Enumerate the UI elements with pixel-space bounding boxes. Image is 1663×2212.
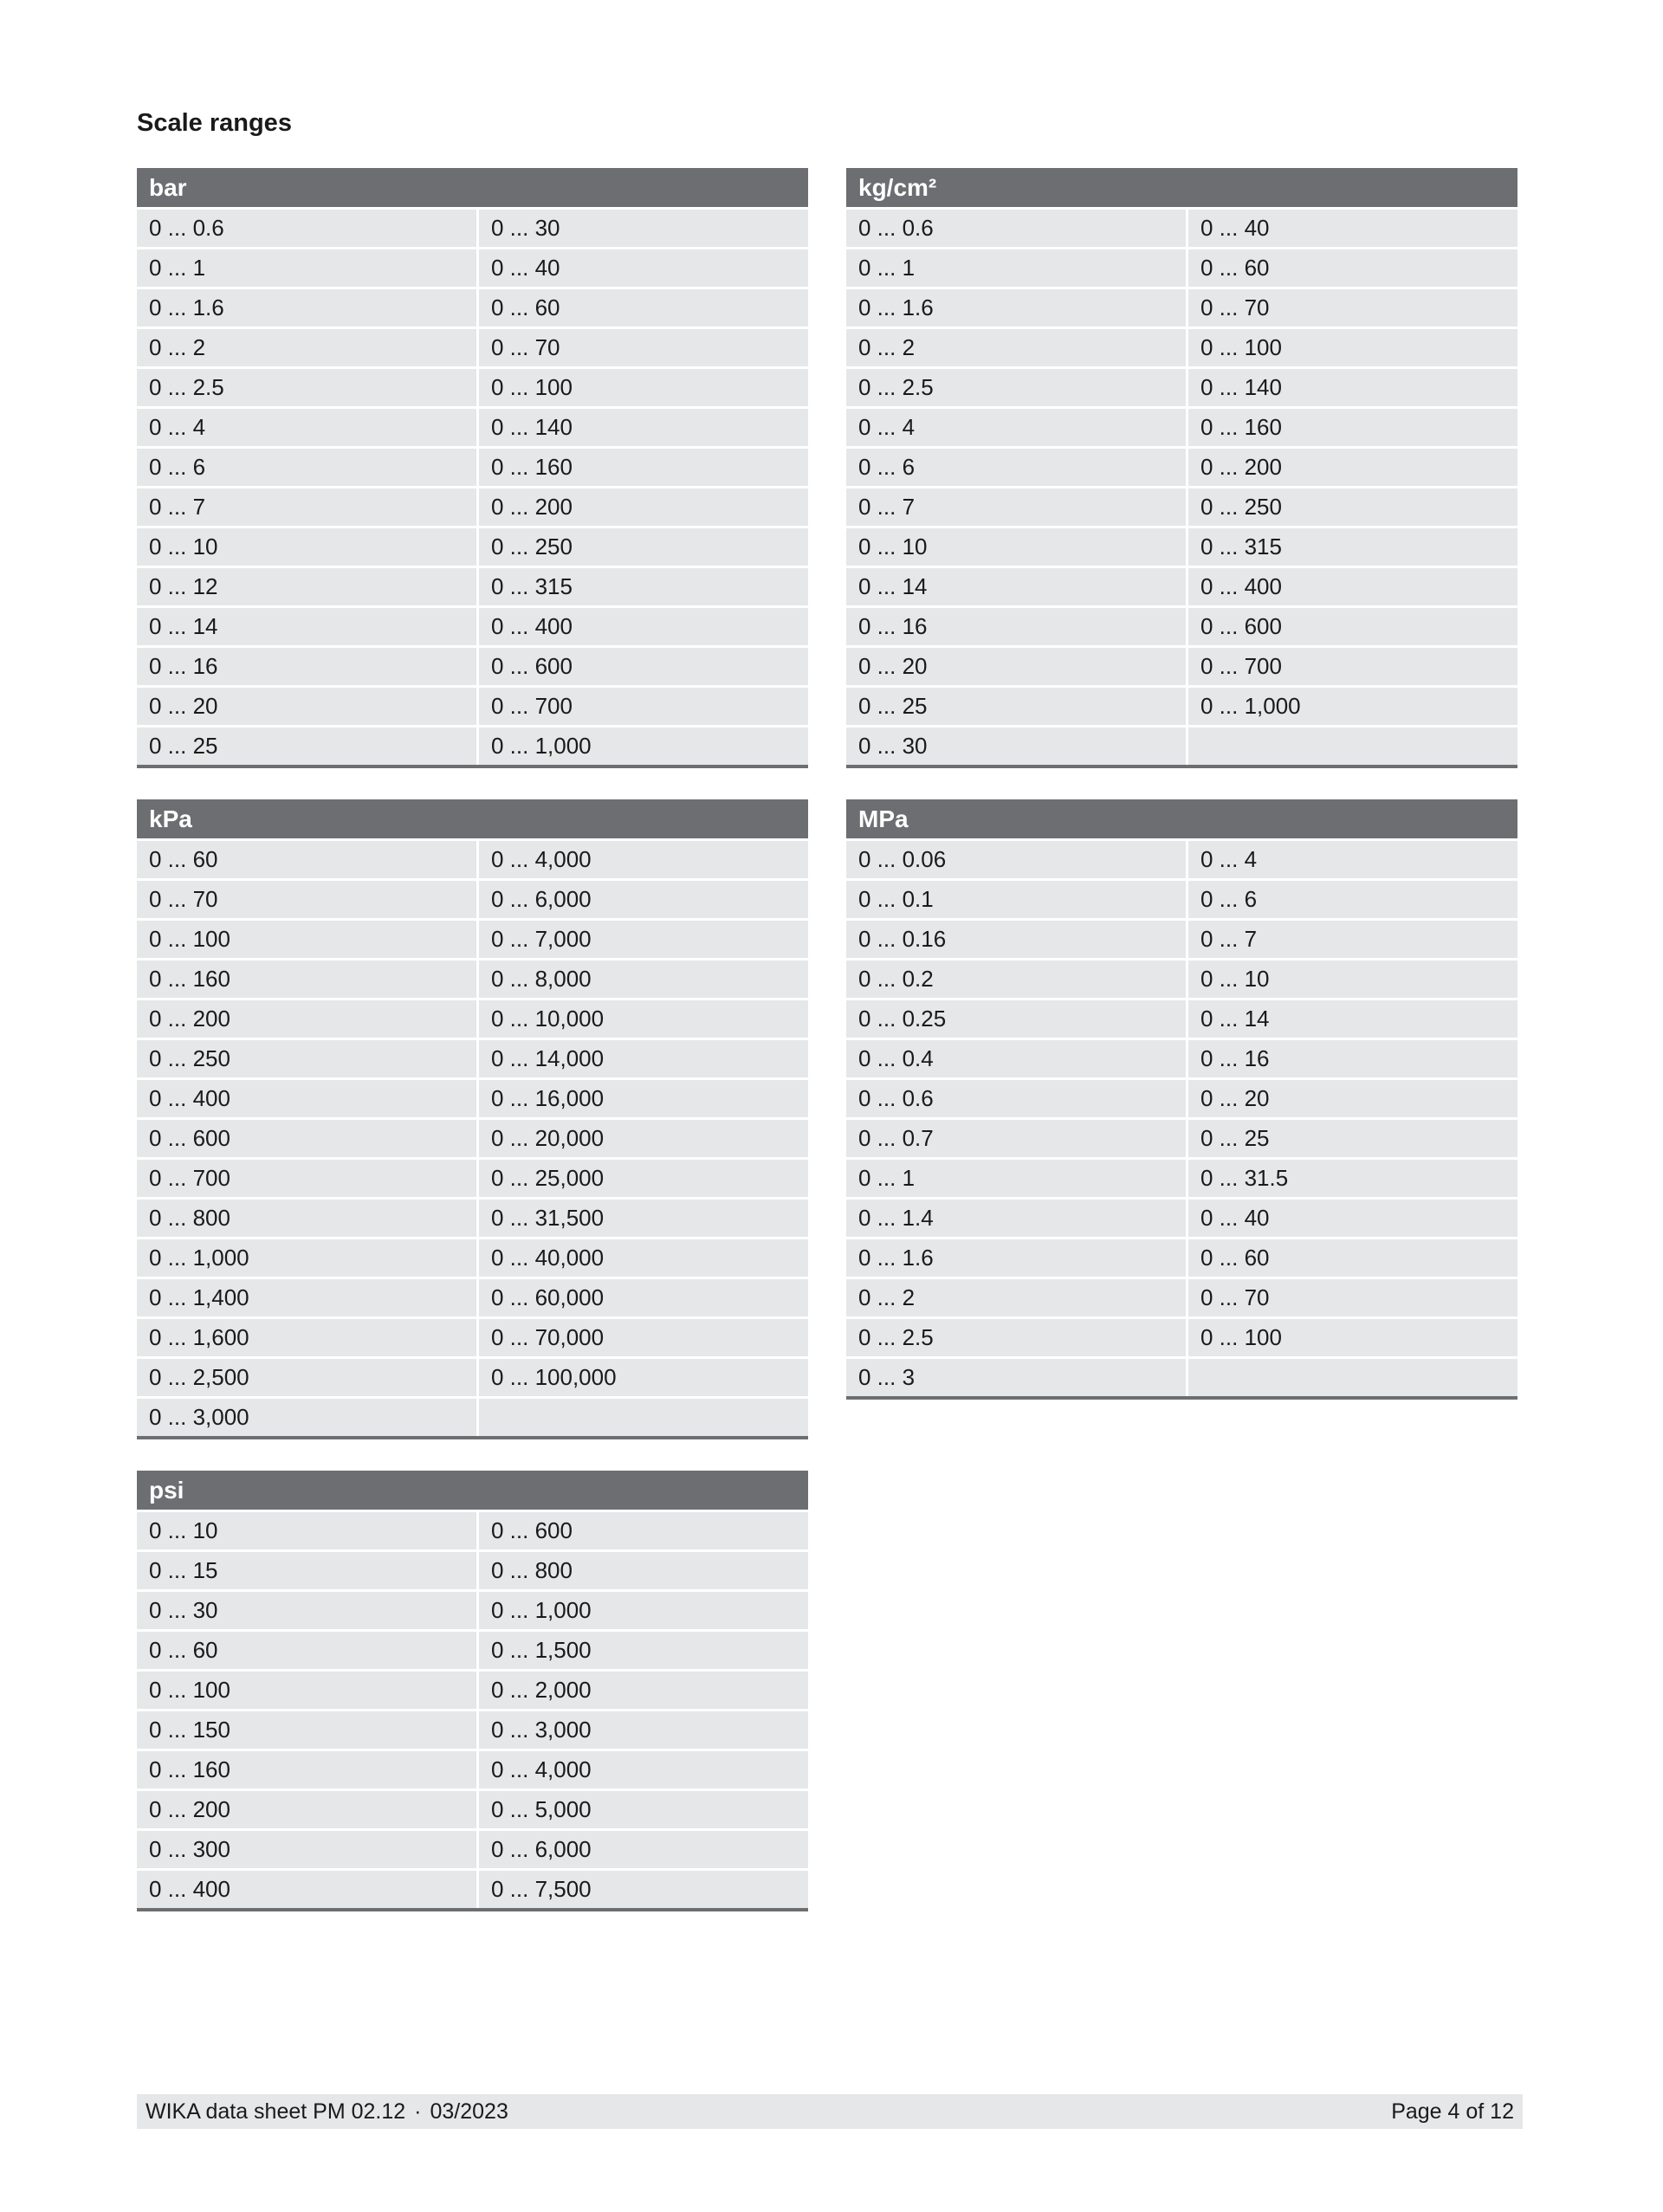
table-header: psi bbox=[137, 1471, 808, 1510]
table-header: bar bbox=[137, 168, 808, 207]
table-cell: 0 ... 100 bbox=[479, 369, 808, 406]
table-cell: 0 ... 16 bbox=[846, 608, 1186, 645]
table-cell: 0 ... 0.1 bbox=[846, 881, 1186, 918]
table-cell: 0 ... 700 bbox=[137, 1160, 476, 1197]
table-cell: 0 ... 30 bbox=[137, 1592, 476, 1629]
table-row bbox=[846, 608, 1517, 645]
table-cell: 0 ... 100,000 bbox=[479, 1359, 808, 1396]
table-row bbox=[846, 1160, 1517, 1197]
table-row bbox=[137, 1239, 808, 1277]
table-row bbox=[846, 1120, 1517, 1157]
table-row bbox=[137, 329, 808, 366]
table-header: kg/cm² bbox=[846, 168, 1517, 207]
footer-page-number: Page 4 of 12 bbox=[1391, 2099, 1514, 2124]
table-cell: 0 ... 100 bbox=[137, 1672, 476, 1709]
table-cell: 0 ... 60 bbox=[1188, 249, 1517, 287]
table-cell: 0 ... 160 bbox=[479, 449, 808, 486]
table-cell: 0 ... 4 bbox=[846, 409, 1186, 446]
page-footer bbox=[137, 2094, 1523, 2129]
table-row bbox=[137, 1000, 808, 1038]
table-cell: 0 ... 10 bbox=[137, 528, 476, 566]
table-row bbox=[137, 648, 808, 685]
table-header: MPa bbox=[846, 799, 1517, 838]
table-row bbox=[137, 568, 808, 605]
table-cell: 0 ... 70 bbox=[1188, 1279, 1517, 1316]
table-row bbox=[137, 369, 808, 406]
table-bottom-rule bbox=[846, 1396, 1517, 1400]
table-cell: 0 ... 4,000 bbox=[479, 841, 808, 878]
table-cell: 0 ... 2 bbox=[846, 1279, 1186, 1316]
table-row bbox=[137, 488, 808, 526]
table-row bbox=[137, 728, 808, 765]
table-cell: 0 ... 20 bbox=[1188, 1080, 1517, 1117]
table-cell: 0 ... 315 bbox=[1188, 528, 1517, 566]
table-bottom-rule bbox=[137, 765, 808, 768]
table-row bbox=[137, 528, 808, 566]
table-cell: 0 ... 60 bbox=[137, 841, 476, 878]
table-cell: 0 ... 14,000 bbox=[479, 1040, 808, 1077]
table-cell: 0 ... 8,000 bbox=[479, 960, 808, 998]
table-row bbox=[137, 1831, 808, 1868]
table-cell: 0 ... 20 bbox=[137, 688, 476, 725]
table-cell: 0 ... 140 bbox=[479, 409, 808, 446]
table-cell: 0 ... 200 bbox=[1188, 449, 1517, 486]
table-cell: 0 ... 250 bbox=[479, 528, 808, 566]
table-row bbox=[137, 210, 808, 247]
table-row bbox=[137, 1359, 808, 1396]
table-cell: 0 ... 150 bbox=[137, 1711, 476, 1749]
table-cell: 0 ... 1.6 bbox=[846, 1239, 1186, 1277]
table-row bbox=[846, 210, 1517, 247]
table-cell: 0 ... 60,000 bbox=[479, 1279, 808, 1316]
table-row bbox=[137, 1279, 808, 1316]
table-row bbox=[137, 1871, 808, 1908]
table-cell: 0 ... 1,400 bbox=[137, 1279, 476, 1316]
table-cell: 0 ... 6,000 bbox=[479, 881, 808, 918]
footer-separator: · bbox=[414, 2099, 422, 2124]
table-cell: 0 ... 600 bbox=[479, 1512, 808, 1549]
footer-doc-info bbox=[146, 2099, 508, 2125]
table-bar bbox=[137, 168, 808, 768]
table-cell: 0 ... 1 bbox=[137, 249, 476, 287]
table-row bbox=[846, 1200, 1517, 1237]
table-cell: 0 ... 2.5 bbox=[846, 369, 1186, 406]
table-row bbox=[846, 881, 1517, 918]
table-cell: 0 ... 70 bbox=[479, 329, 808, 366]
table-cell: 0 ... 100 bbox=[1188, 1319, 1517, 1356]
table-cell: 0 ... 160 bbox=[137, 960, 476, 998]
table-cell: 0 ... 315 bbox=[479, 568, 808, 605]
table-row bbox=[137, 1040, 808, 1077]
table-row bbox=[846, 921, 1517, 958]
table-cell: 0 ... 400 bbox=[1188, 568, 1517, 605]
table-row bbox=[846, 1080, 1517, 1117]
table-cell: 0 ... 0.6 bbox=[846, 210, 1186, 247]
table-row bbox=[137, 921, 808, 958]
table-row bbox=[137, 249, 808, 287]
table-row bbox=[137, 1080, 808, 1117]
table-cell: 0 ... 4 bbox=[137, 409, 476, 446]
table-cell: 0 ... 10 bbox=[1188, 960, 1517, 998]
table-row bbox=[846, 841, 1517, 878]
table-body bbox=[137, 841, 808, 1436]
table-cell: 0 ... 2,000 bbox=[479, 1672, 808, 1709]
table-row bbox=[137, 1751, 808, 1788]
table-cell: 0 ... 25 bbox=[846, 688, 1186, 725]
table-psi bbox=[137, 1471, 808, 1911]
table-cell: 0 ... 3,000 bbox=[137, 1399, 476, 1436]
table-cell: 0 ... 0.25 bbox=[846, 1000, 1186, 1038]
table-cell: 0 ... 600 bbox=[1188, 608, 1517, 645]
table-row bbox=[137, 1552, 808, 1589]
table-cell: 0 ... 7 bbox=[137, 488, 476, 526]
table-cell: 0 ... 60 bbox=[137, 1632, 476, 1669]
table-cell: 0 ... 0.16 bbox=[846, 921, 1186, 958]
table-bottom-rule bbox=[137, 1908, 808, 1911]
table-cell: 0 ... 800 bbox=[137, 1200, 476, 1237]
table-row bbox=[846, 289, 1517, 327]
table-row bbox=[137, 289, 808, 327]
table-row bbox=[137, 1160, 808, 1197]
table-row bbox=[846, 1000, 1517, 1038]
table-cell: 0 ... 800 bbox=[479, 1552, 808, 1589]
table-row bbox=[846, 1319, 1517, 1356]
table-cell: 0 ... 1,000 bbox=[137, 1239, 476, 1277]
table-row bbox=[846, 409, 1517, 446]
table-body bbox=[846, 841, 1517, 1396]
table-cell: 0 ... 400 bbox=[137, 1080, 476, 1117]
footer-date: 03/2023 bbox=[430, 2099, 508, 2124]
table-row bbox=[846, 1279, 1517, 1316]
table-body bbox=[137, 210, 808, 765]
table-cell: 0 ... 600 bbox=[137, 1120, 476, 1157]
table-cell: 0 ... 12 bbox=[137, 568, 476, 605]
table-cell: 0 ... 250 bbox=[137, 1040, 476, 1077]
footer-doc-name: WIKA data sheet PM 02.12 bbox=[146, 2099, 406, 2124]
table-cell: 0 ... 1,000 bbox=[479, 1592, 808, 1629]
table-row bbox=[137, 1592, 808, 1629]
table-cell: 0 ... 0.2 bbox=[846, 960, 1186, 998]
table-cell: 0 ... 15 bbox=[137, 1552, 476, 1589]
table-cell: 0 ... 10 bbox=[137, 1512, 476, 1549]
table-cell: 0 ... 40,000 bbox=[479, 1239, 808, 1277]
table-cell: 0 ... 14 bbox=[846, 568, 1186, 605]
table-cell: 0 ... 70,000 bbox=[479, 1319, 808, 1356]
table-row bbox=[846, 728, 1517, 765]
table-cell: 0 ... 0.7 bbox=[846, 1120, 1186, 1157]
table-row bbox=[846, 1239, 1517, 1277]
table-body bbox=[846, 210, 1517, 765]
table-cell: 0 ... 5,000 bbox=[479, 1791, 808, 1828]
table-cell: 0 ... 2,500 bbox=[137, 1359, 476, 1396]
table-cell bbox=[479, 1399, 808, 1436]
table-cell: 0 ... 16 bbox=[1188, 1040, 1517, 1077]
table-cell: 0 ... 16,000 bbox=[479, 1080, 808, 1117]
table-cell: 0 ... 3 bbox=[846, 1359, 1186, 1396]
table-cell: 0 ... 2 bbox=[846, 329, 1186, 366]
table-cell: 0 ... 1,000 bbox=[1188, 688, 1517, 725]
table-row bbox=[846, 369, 1517, 406]
table-cell: 0 ... 6,000 bbox=[479, 1831, 808, 1868]
table-row bbox=[137, 409, 808, 446]
table-bottom-rule bbox=[137, 1436, 808, 1439]
table-row bbox=[846, 688, 1517, 725]
table-row bbox=[846, 528, 1517, 566]
table-cell: 0 ... 40 bbox=[479, 249, 808, 287]
table-cell: 0 ... 25 bbox=[137, 728, 476, 765]
table-row bbox=[137, 881, 808, 918]
table-row bbox=[137, 960, 808, 998]
table-cell: 0 ... 30 bbox=[846, 728, 1186, 765]
table-cell: 0 ... 250 bbox=[1188, 488, 1517, 526]
table-cell: 0 ... 2.5 bbox=[846, 1319, 1186, 1356]
table-cell: 0 ... 6 bbox=[846, 449, 1186, 486]
table-row bbox=[137, 1319, 808, 1356]
table-row bbox=[846, 568, 1517, 605]
table-row bbox=[137, 1512, 808, 1549]
table-cell: 0 ... 10,000 bbox=[479, 1000, 808, 1038]
table-row bbox=[137, 1120, 808, 1157]
table-cell: 0 ... 60 bbox=[479, 289, 808, 327]
table-row bbox=[846, 249, 1517, 287]
table-header: kPa bbox=[137, 799, 808, 838]
table-cell: 0 ... 1.6 bbox=[846, 289, 1186, 327]
table-row bbox=[137, 1711, 808, 1749]
table-cell: 0 ... 200 bbox=[137, 1000, 476, 1038]
table-cell: 0 ... 1.6 bbox=[137, 289, 476, 327]
table-cell: 0 ... 40 bbox=[1188, 210, 1517, 247]
table-cell: 0 ... 14 bbox=[1188, 1000, 1517, 1038]
table-cell: 0 ... 140 bbox=[1188, 369, 1517, 406]
page-title: Scale ranges bbox=[137, 109, 292, 137]
table-cell: 0 ... 7,500 bbox=[479, 1871, 808, 1908]
table-cell: 0 ... 1,000 bbox=[479, 728, 808, 765]
table-cell: 0 ... 30 bbox=[479, 210, 808, 247]
table-cell: 0 ... 4 bbox=[1188, 841, 1517, 878]
table-cell: 0 ... 25 bbox=[1188, 1120, 1517, 1157]
table-cell: 0 ... 31,500 bbox=[479, 1200, 808, 1237]
table-cell: 0 ... 200 bbox=[479, 488, 808, 526]
table-cell: 0 ... 70 bbox=[1188, 289, 1517, 327]
table-mpa bbox=[846, 799, 1517, 1400]
table-cell bbox=[1188, 728, 1517, 765]
table-row bbox=[137, 1672, 808, 1709]
table-cell: 0 ... 0.6 bbox=[846, 1080, 1186, 1117]
table-cell: 0 ... 25,000 bbox=[479, 1160, 808, 1197]
table-cell: 0 ... 100 bbox=[1188, 329, 1517, 366]
table-cell: 0 ... 7 bbox=[1188, 921, 1517, 958]
table-cell: 0 ... 400 bbox=[479, 608, 808, 645]
table-row bbox=[846, 1040, 1517, 1077]
table-cell: 0 ... 70 bbox=[137, 881, 476, 918]
table-cell: 0 ... 160 bbox=[137, 1751, 476, 1788]
table-cell: 0 ... 7 bbox=[846, 488, 1186, 526]
table-cell: 0 ... 10 bbox=[846, 528, 1186, 566]
table-cell: 0 ... 6 bbox=[1188, 881, 1517, 918]
table-cell: 0 ... 14 bbox=[137, 608, 476, 645]
table-cell: 0 ... 1 bbox=[846, 1160, 1186, 1197]
table-cell: 0 ... 6 bbox=[137, 449, 476, 486]
table-cell: 0 ... 1.4 bbox=[846, 1200, 1186, 1237]
table-cell: 0 ... 0.4 bbox=[846, 1040, 1186, 1077]
table-row bbox=[846, 329, 1517, 366]
table-cell: 0 ... 0.06 bbox=[846, 841, 1186, 878]
table-row bbox=[846, 488, 1517, 526]
table-row bbox=[137, 1791, 808, 1828]
table-cell: 0 ... 4,000 bbox=[479, 1751, 808, 1788]
table-cell bbox=[1188, 1359, 1517, 1396]
table-cell: 0 ... 60 bbox=[1188, 1239, 1517, 1277]
table-cell: 0 ... 31.5 bbox=[1188, 1160, 1517, 1197]
table-row bbox=[846, 449, 1517, 486]
table-cell: 0 ... 300 bbox=[137, 1831, 476, 1868]
table-cell: 0 ... 16 bbox=[137, 648, 476, 685]
table-row bbox=[846, 648, 1517, 685]
table-row bbox=[137, 1632, 808, 1669]
table-row bbox=[137, 841, 808, 878]
table-cell: 0 ... 20,000 bbox=[479, 1120, 808, 1157]
table-row bbox=[846, 1359, 1517, 1396]
table-cell: 0 ... 1,500 bbox=[479, 1632, 808, 1669]
table-cell: 0 ... 160 bbox=[1188, 409, 1517, 446]
table-kg-cm2 bbox=[846, 168, 1517, 768]
table-cell: 0 ... 100 bbox=[137, 921, 476, 958]
table-row bbox=[137, 449, 808, 486]
table-cell: 0 ... 200 bbox=[137, 1791, 476, 1828]
table-row bbox=[137, 1200, 808, 1237]
table-cell: 0 ... 20 bbox=[846, 648, 1186, 685]
table-body bbox=[137, 1512, 808, 1908]
table-row bbox=[846, 960, 1517, 998]
table-cell: 0 ... 700 bbox=[479, 688, 808, 725]
table-cell: 0 ... 0.6 bbox=[137, 210, 476, 247]
table-cell: 0 ... 1 bbox=[846, 249, 1186, 287]
table-cell: 0 ... 400 bbox=[137, 1871, 476, 1908]
table-cell: 0 ... 2.5 bbox=[137, 369, 476, 406]
table-cell: 0 ... 700 bbox=[1188, 648, 1517, 685]
table-kpa bbox=[137, 799, 808, 1439]
table-cell: 0 ... 7,000 bbox=[479, 921, 808, 958]
table-cell: 0 ... 40 bbox=[1188, 1200, 1517, 1237]
table-cell: 0 ... 3,000 bbox=[479, 1711, 808, 1749]
table-cell: 0 ... 600 bbox=[479, 648, 808, 685]
table-bottom-rule bbox=[846, 765, 1517, 768]
table-cell: 0 ... 2 bbox=[137, 329, 476, 366]
table-row bbox=[137, 608, 808, 645]
table-cell: 0 ... 1,600 bbox=[137, 1319, 476, 1356]
table-row bbox=[137, 688, 808, 725]
table-row bbox=[137, 1399, 808, 1436]
